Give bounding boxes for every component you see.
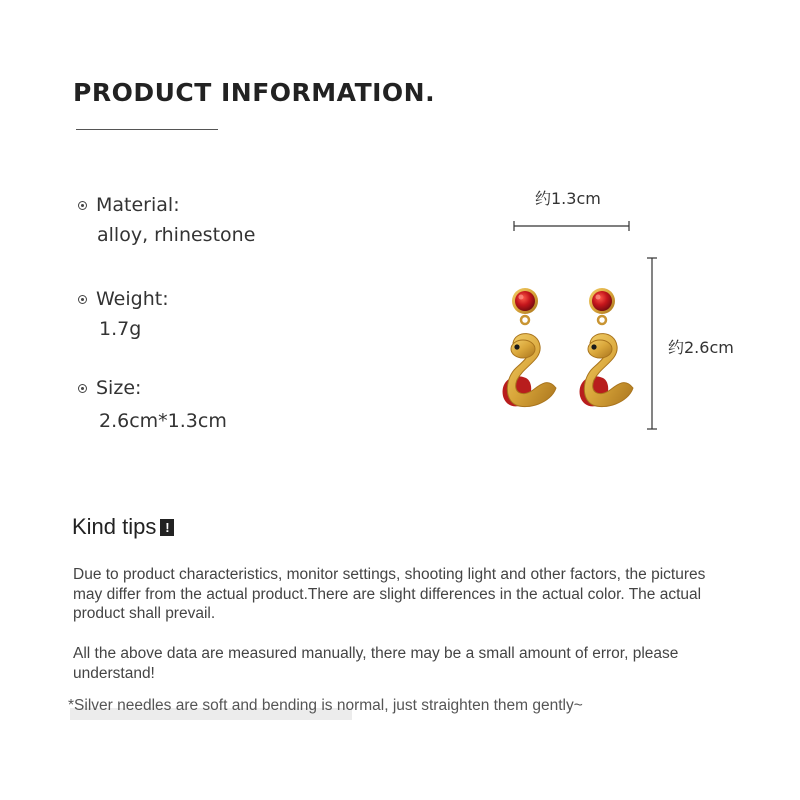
spec-value: alloy, rhinestone (97, 224, 256, 246)
silver-needle-note: *Silver needles are soft and bending is normal, just straighten them gently~ (68, 697, 583, 714)
spec-value: 2.6cm*1.3cm (99, 410, 227, 432)
bullet-icon (78, 295, 87, 304)
earring-right (580, 288, 633, 407)
spec-material (78, 194, 255, 246)
title-divider (76, 129, 218, 130)
earring-left (503, 288, 556, 407)
spec-size (78, 377, 227, 432)
bullet-icon (78, 201, 87, 210)
height-dimension-label: 约2.6cm (668, 338, 734, 357)
height-dimension-line (647, 258, 657, 429)
kind-tips-label: Kind tips (72, 514, 157, 539)
spec-label: Size: (96, 377, 142, 399)
spec-value: 1.7g (99, 318, 142, 340)
spec-label: Weight: (96, 288, 169, 310)
spec-label: Material: (96, 194, 180, 216)
bullet-icon (78, 384, 87, 393)
spec-weight (78, 288, 169, 340)
width-dimension-line (514, 221, 629, 231)
exclamation-icon: ! (160, 519, 174, 536)
kind-tips-heading (72, 514, 174, 540)
tips-paragraph-1: Due to product characteristics, monitor settings, shooting light and other factors, the pictures may differ from the actual product.There are slight differences in the actual color. The actual product shall prevail. (73, 566, 706, 622)
page-title: PRODUCT INFORMATION. (73, 78, 436, 107)
width-dimension-label: 约1.3cm (535, 189, 601, 208)
tips-paragraph-2: All the above data are measured manually, there may be a small amount of error, please understand! (73, 645, 679, 682)
